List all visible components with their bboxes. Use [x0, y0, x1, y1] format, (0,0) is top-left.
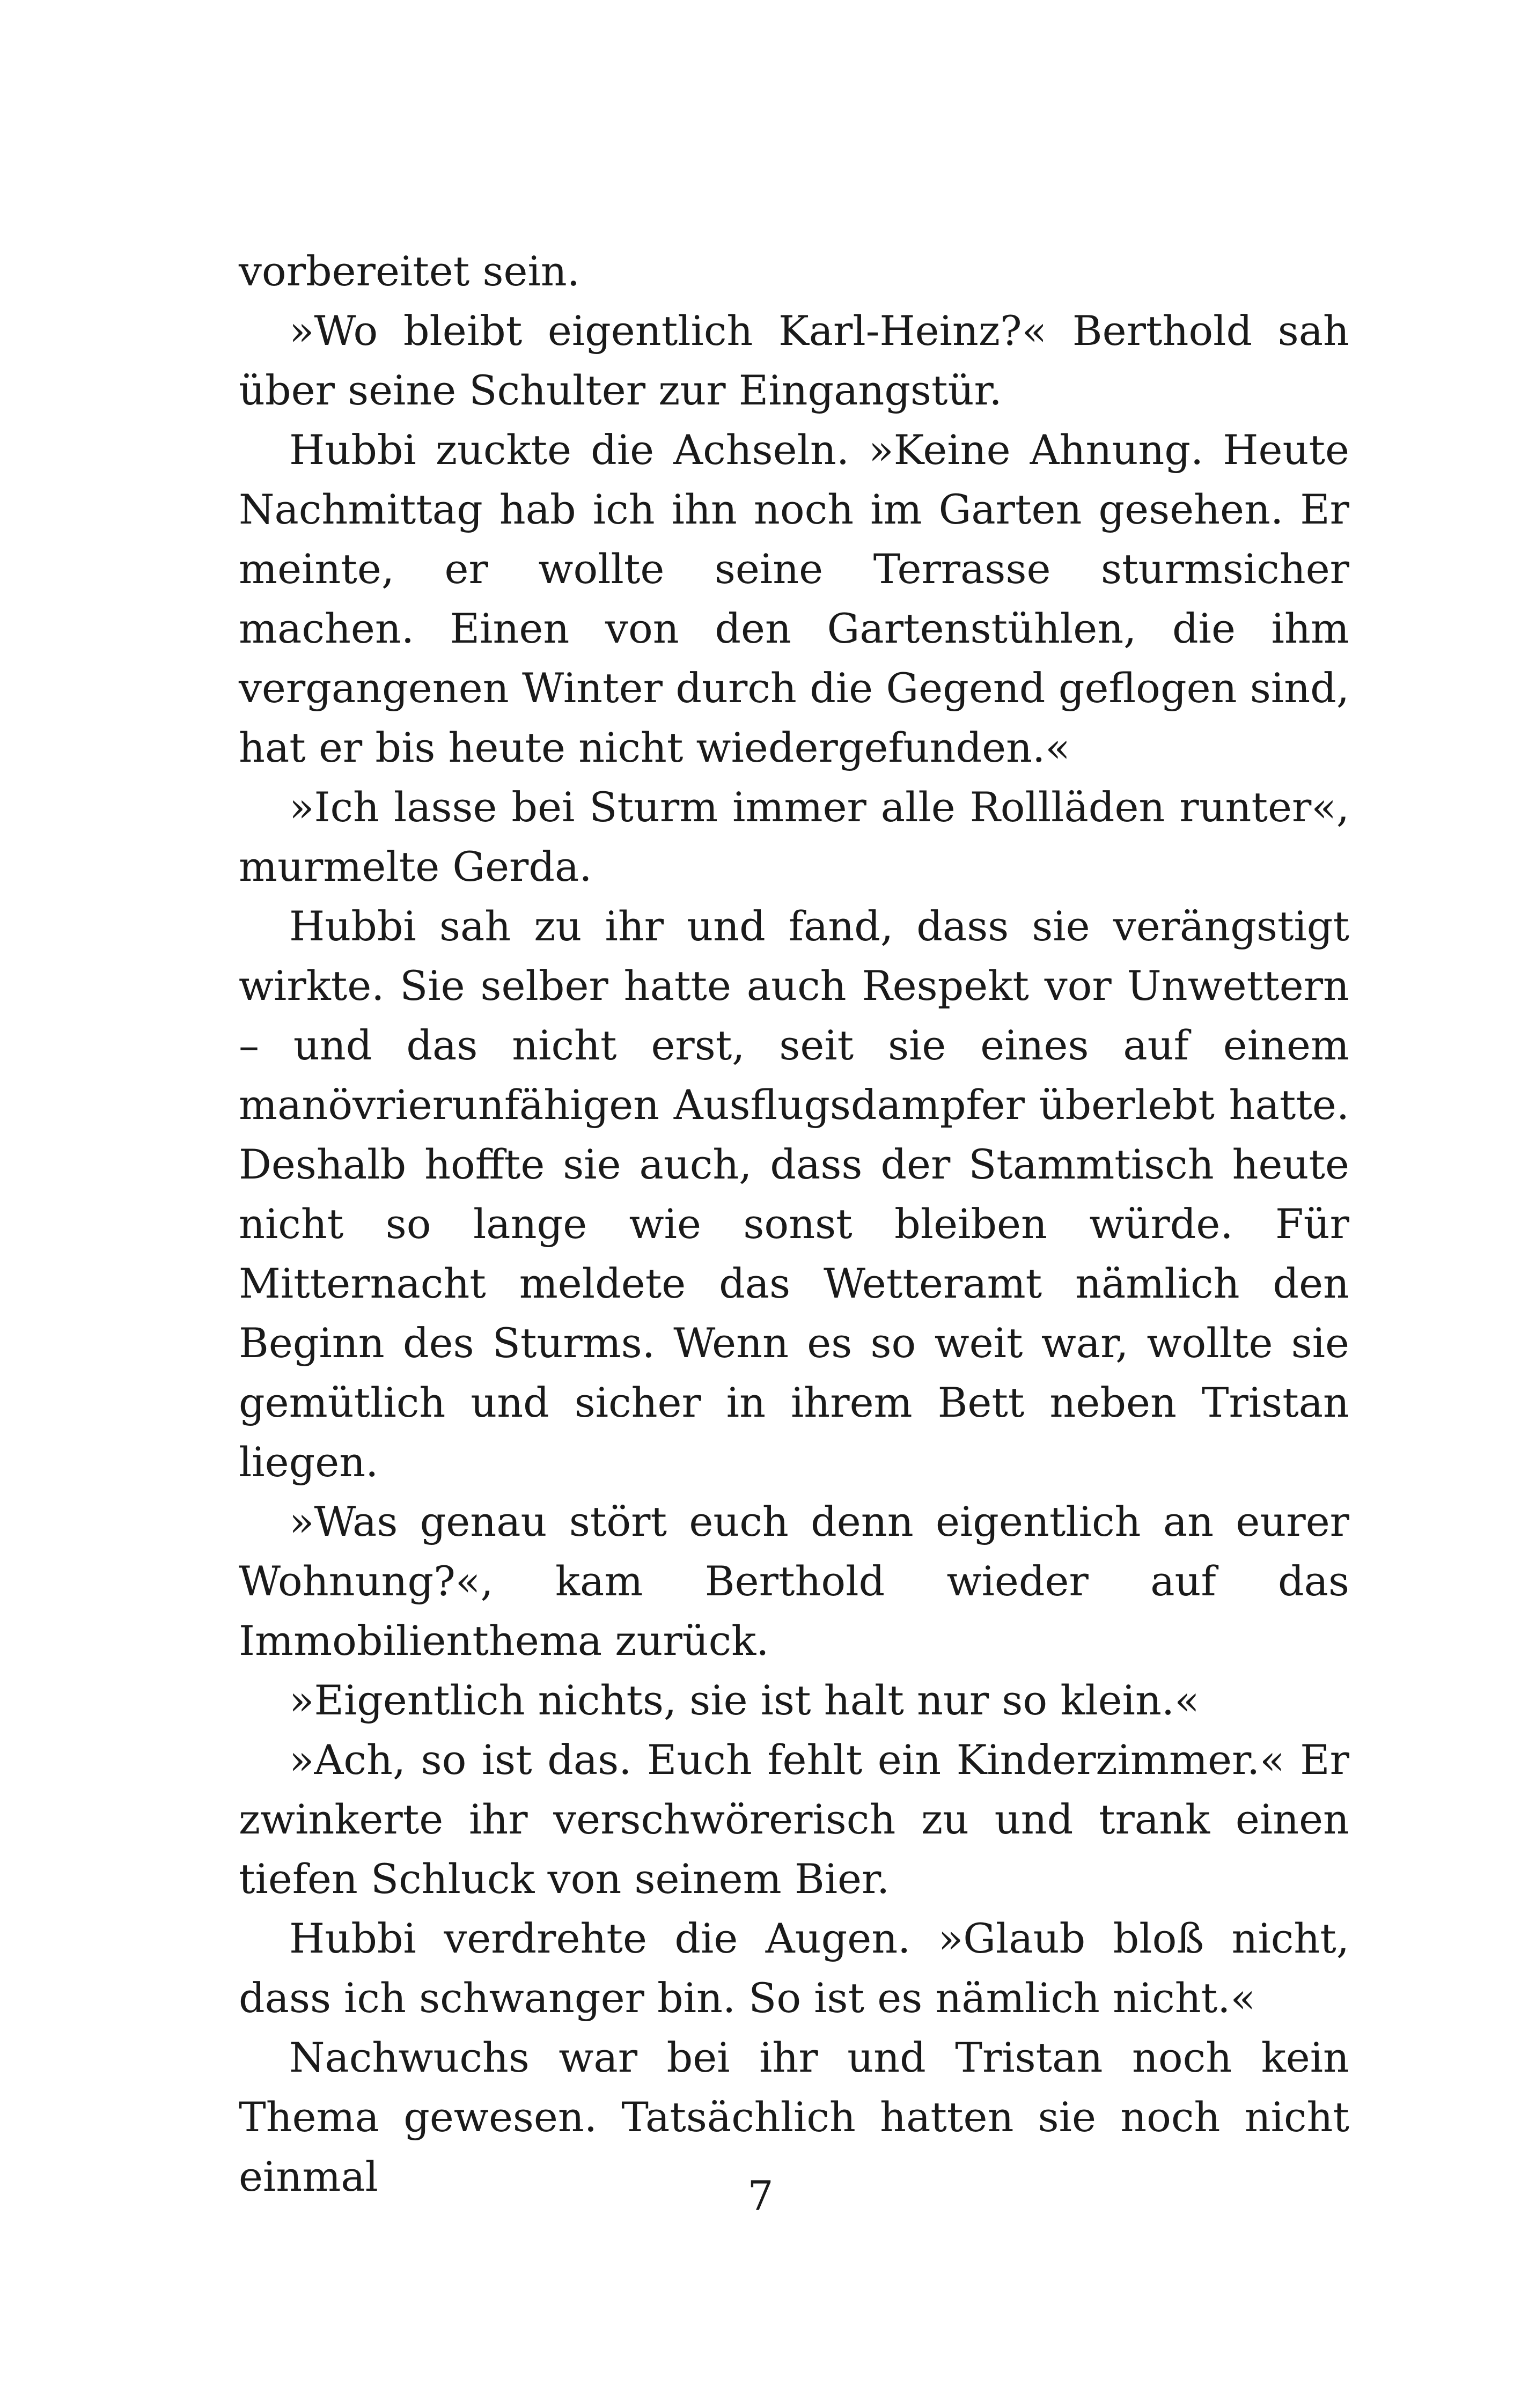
paragraph: »Eigentlich nichts, sie ist halt nur so klein.«: [289, 1676, 1200, 1724]
paragraph: Hubbi sah zu ihr und fand, dass sie verängstigt wirkte. Sie selber hatte auch Respekt vor Unwettern – und das nicht erst, seit sie eines auf einem manövrierunfähigen Ausflugsdampfer überlebt hatte. Deshalb hoffte sie auch, dass der Stammtisch heute nicht so lange wie sonst bleiben würde. Für Mitternacht meldete das Wetteramt nämlich den Beginn des Sturms. Wenn es so weit war, wollte sie gemütlich und sicher in ihrem Bett neben Tristan liegen.: [239, 902, 1349, 1486]
paragraph: »Ich lasse bei Sturm immer alle Rollläden runter«, murmelte Gerda.: [239, 783, 1349, 890]
paragraph: Hubbi verdrehte die Augen. »Glaub bloß nicht, dass ich schwanger bin. So ist es nämlich nicht.«: [239, 1914, 1349, 2022]
paragraph: »Wo bleibt eigentlich Karl-Heinz?« Berthold sah über seine Schulter zur Eingangstür.: [239, 307, 1349, 414]
paragraph: Nachwuchs war bei ihr und Tristan noch kein Thema gewesen. Tatsächlich hatten sie noch nicht einmal: [239, 2034, 1349, 2200]
page-body-text: [239, 241, 1349, 2206]
paragraph: »Was genau stört euch denn eigentlich an eurer Wohnung?«, kam Berthold wieder auf das Immobilienthema zurück.: [239, 1498, 1349, 1665]
paragraph: »Ach, so ist das. Euch fehlt ein Kinderzimmer.« Er zwinkerte ihr verschwörerisch zu und trank einen tiefen Schluck von seinem Bier.: [239, 1736, 1349, 1903]
paragraph: vorbereitet sein.: [239, 247, 580, 295]
page-number: 7: [747, 2172, 774, 2220]
paragraph: Hubbi zuckte die Achseln. »Keine Ahnung. Heute Nachmittag hab ich ihn noch im Garten gesehen. Er meinte, er wollte seine Terrasse sturmsicher machen. Einen von den Gartenstühlen, die ihm vergangenen Winter durch die Gegend geflogen sind, hat er bis heute nicht wiedergefunden.«: [239, 426, 1349, 771]
